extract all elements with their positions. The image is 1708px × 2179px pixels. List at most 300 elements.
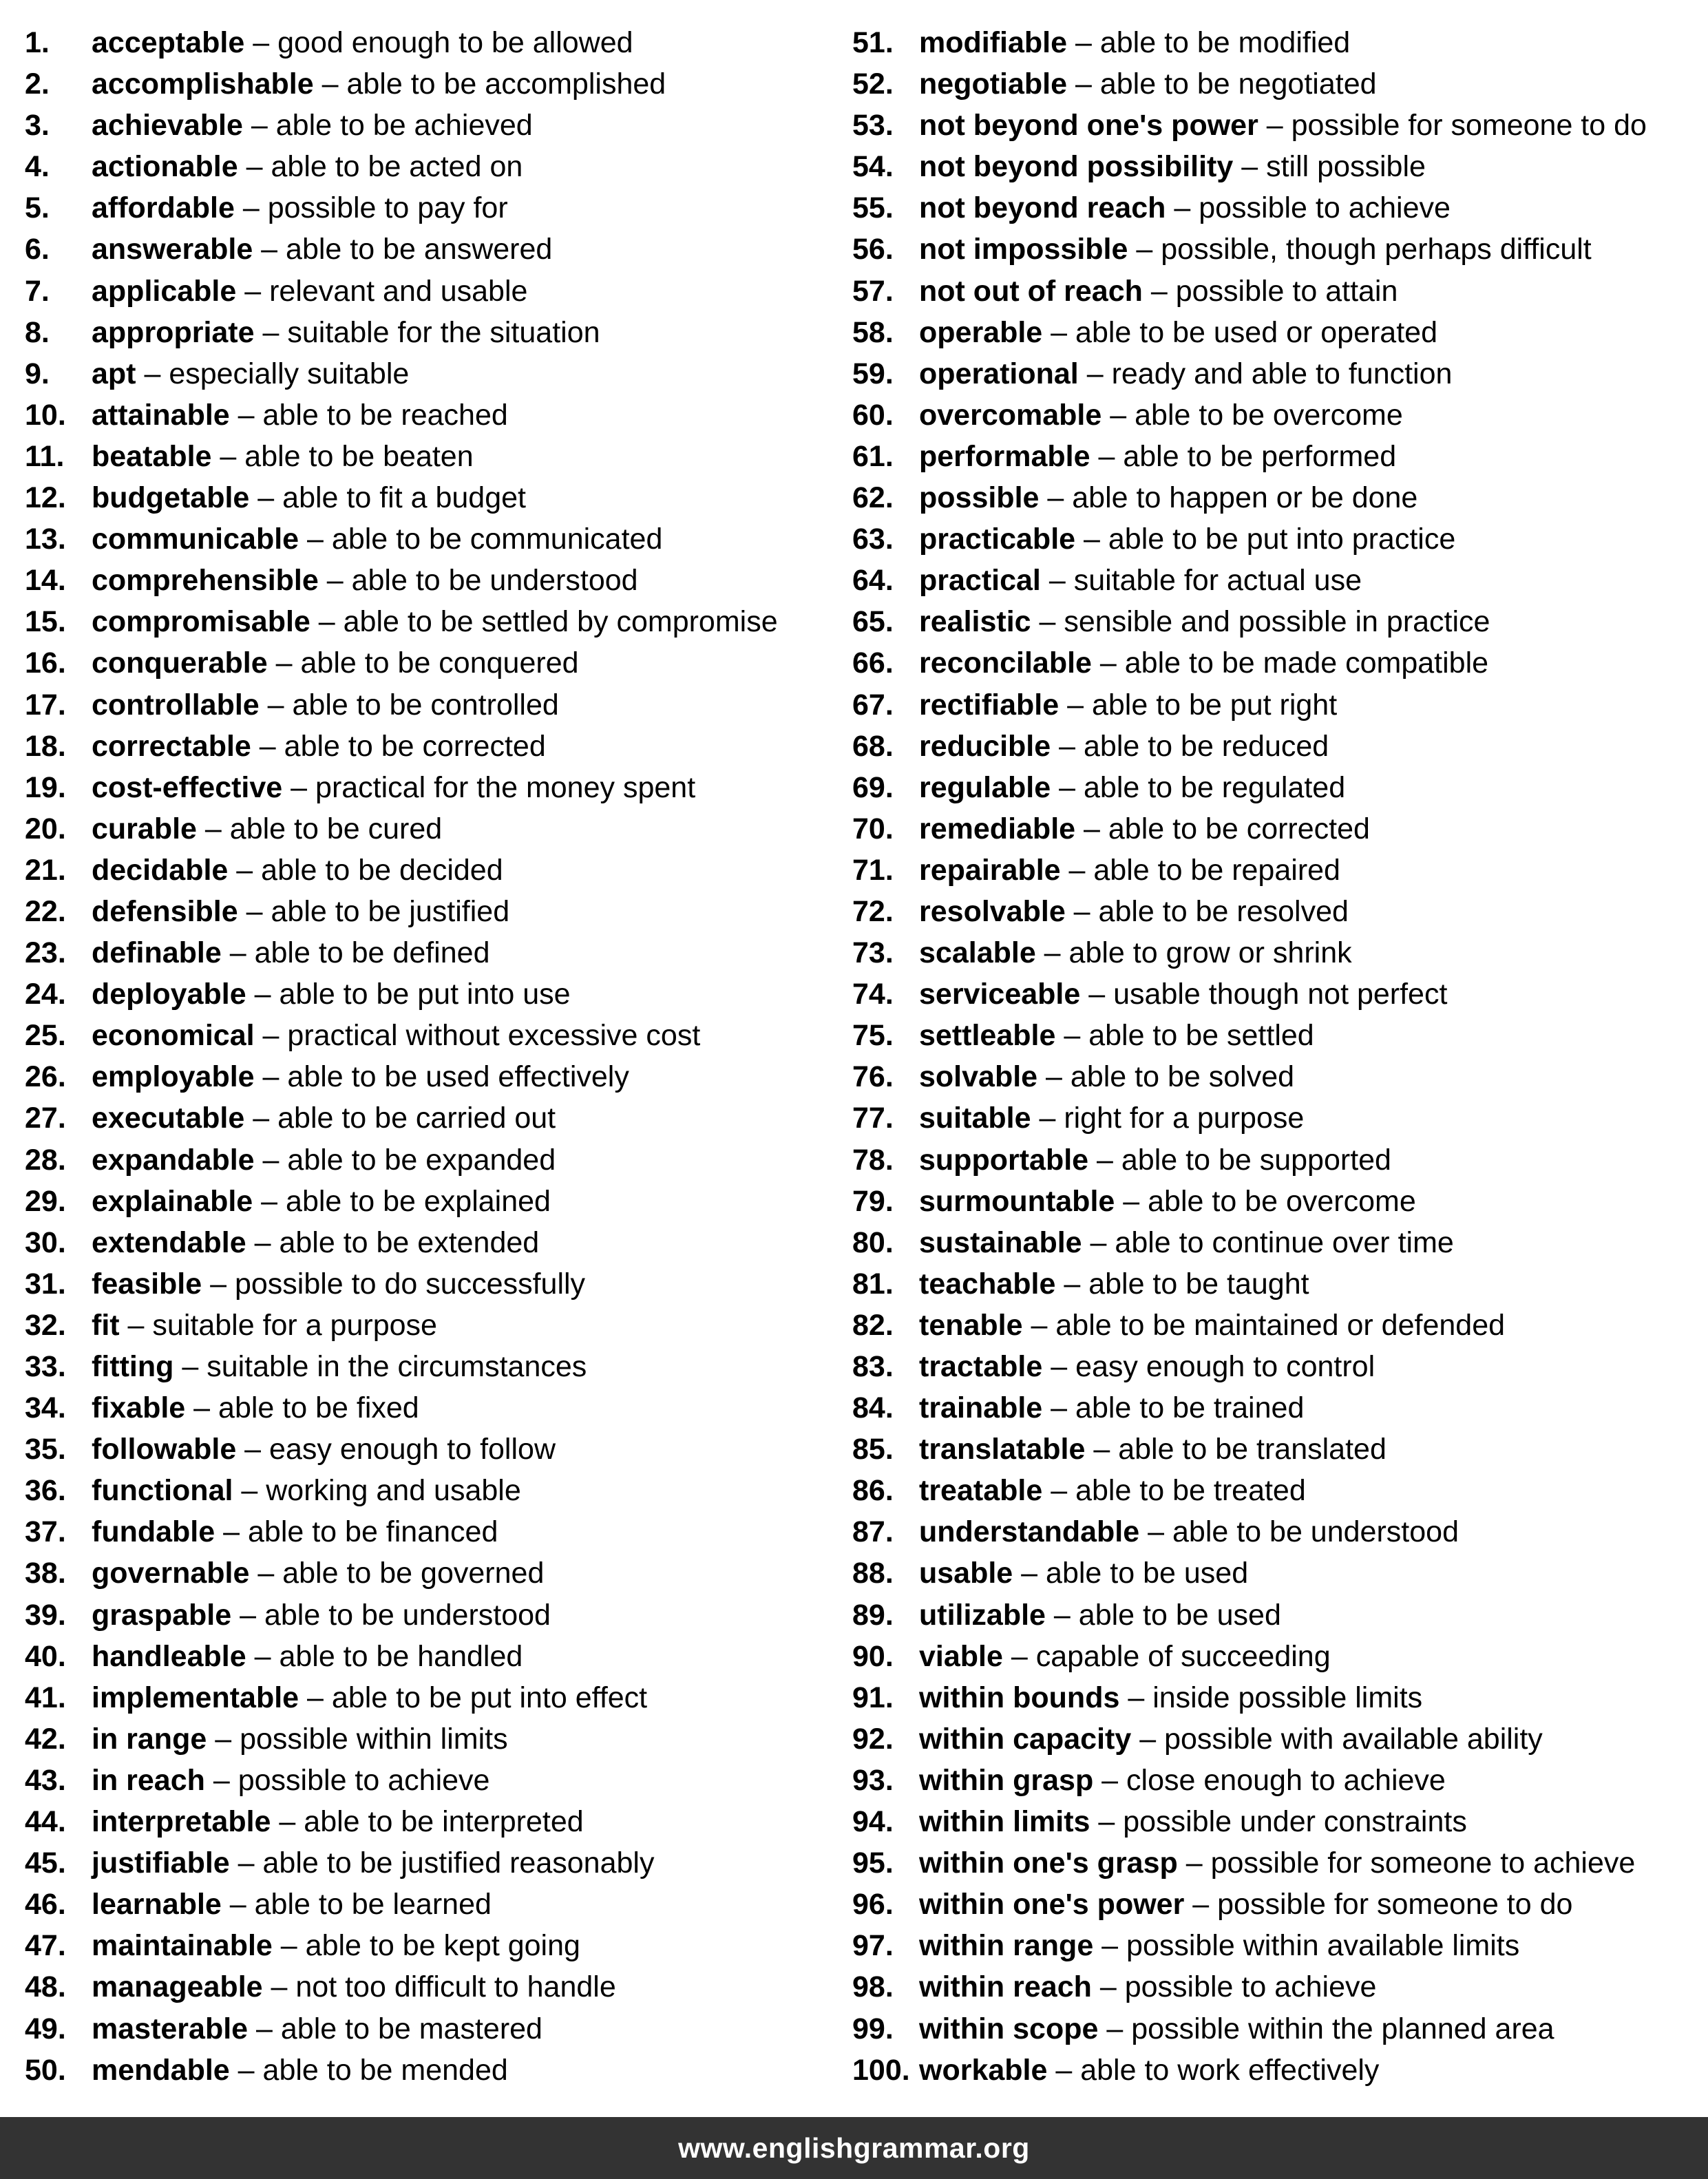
item-separator: – xyxy=(1090,1805,1124,1839)
item-definition: able to be justified reasonably xyxy=(262,1846,655,1880)
item-separator: – xyxy=(173,1350,207,1383)
list-item xyxy=(852,1346,1692,1387)
item-separator: – xyxy=(1139,1515,1172,1549)
item-term: trainable xyxy=(919,1391,1043,1425)
item-definition: able to be decided xyxy=(261,853,503,887)
item-definition: able to be acted on xyxy=(271,150,523,184)
list-item xyxy=(852,1263,1692,1305)
item-number: 98. xyxy=(852,1970,894,2004)
list-item xyxy=(25,1801,865,1842)
item-term: explainable xyxy=(92,1184,253,1218)
list-item xyxy=(852,1884,1692,1925)
item-definition: able to fit a budget xyxy=(282,481,526,515)
list-item xyxy=(25,1139,865,1181)
item-number: 80. xyxy=(852,1225,894,1259)
item-term: interpretable xyxy=(92,1805,271,1839)
item-term: budgetable xyxy=(92,481,250,515)
item-number: 93. xyxy=(852,1763,894,1797)
item-number: 83. xyxy=(852,1350,894,1383)
item-term: repairable xyxy=(919,853,1061,887)
item-term: workable xyxy=(919,2053,1048,2087)
list-item xyxy=(852,560,1692,601)
item-separator: – xyxy=(1166,191,1199,225)
item-separator: – xyxy=(242,109,276,143)
item-term: not beyond possibility xyxy=(919,150,1234,184)
item-definition: able to be extended xyxy=(279,1225,540,1259)
item-term: fundable xyxy=(92,1515,215,1549)
item-definition: able to be learned xyxy=(254,1888,492,1922)
item-term: modifiable xyxy=(919,26,1068,59)
list-item xyxy=(25,1470,865,1511)
list-item xyxy=(25,1181,865,1222)
item-definition: possible within limits xyxy=(240,1722,508,1756)
item-definition: able to be justified xyxy=(271,894,510,928)
item-separator: – xyxy=(236,1433,270,1466)
item-term: regulable xyxy=(919,770,1051,804)
item-definition: good enough to be allowed xyxy=(277,26,633,59)
item-definition: able to be understood xyxy=(1172,1515,1459,1549)
item-number: 16. xyxy=(25,646,66,680)
item-number: 45. xyxy=(25,1846,66,1880)
item-definition: able to be controlled xyxy=(292,688,559,722)
item-number: 12. xyxy=(25,481,66,515)
item-definition: still possible xyxy=(1266,150,1426,184)
item-term: curable xyxy=(92,812,197,845)
item-term: fitting xyxy=(92,1350,174,1383)
item-separator: – xyxy=(1037,1060,1071,1094)
item-separator: – xyxy=(1101,398,1135,432)
item-term: reducible xyxy=(919,729,1051,763)
item-term: learnable xyxy=(92,1888,222,1922)
item-term: maintainable xyxy=(92,1929,273,1963)
item-term: tenable xyxy=(919,1308,1023,1342)
item-separator: – xyxy=(272,1929,306,1963)
list-item xyxy=(25,1429,865,1470)
item-term: teachable xyxy=(919,1267,1056,1301)
item-number: 92. xyxy=(852,1722,894,1756)
list-item xyxy=(852,726,1692,767)
item-separator: – xyxy=(249,1557,283,1590)
item-separator: – xyxy=(1090,439,1124,473)
item-number: 65. xyxy=(852,605,894,639)
item-number: 82. xyxy=(852,1308,894,1342)
item-number: 72. xyxy=(852,894,894,928)
item-number: 24. xyxy=(25,978,66,1011)
item-term: communicable xyxy=(92,523,299,556)
item-term: masterable xyxy=(92,2012,249,2045)
item-number: 22. xyxy=(25,894,66,928)
list-item xyxy=(852,1760,1692,1801)
item-definition: able to be handled xyxy=(279,1639,523,1673)
item-definition: able to be beaten xyxy=(244,439,474,473)
item-definition: able to be understood xyxy=(351,564,638,598)
word-list-right-column xyxy=(852,22,1692,2091)
item-term: understandable xyxy=(919,1515,1140,1549)
list-item xyxy=(852,1925,1692,1966)
list-item xyxy=(25,973,865,1015)
list-item xyxy=(852,1305,1692,1346)
item-separator: – xyxy=(248,2012,281,2045)
list-item xyxy=(25,1552,865,1594)
item-term: functional xyxy=(92,1474,233,1508)
item-term: translatable xyxy=(919,1433,1086,1466)
item-separator: – xyxy=(1013,1557,1046,1590)
item-definition: possible within available limits xyxy=(1126,1929,1520,1963)
item-number: 2. xyxy=(25,67,50,101)
item-term: handleable xyxy=(92,1639,246,1673)
item-number: 56. xyxy=(852,233,894,266)
item-definition: able to be put into effect xyxy=(331,1681,648,1714)
item-definition: able to continue over time xyxy=(1115,1225,1454,1259)
list-item xyxy=(25,850,865,891)
item-number: 8. xyxy=(25,315,50,349)
item-number: 78. xyxy=(852,1143,894,1177)
item-separator: – xyxy=(1075,812,1108,845)
item-definition: able to be translated xyxy=(1118,1433,1387,1466)
item-separator: – xyxy=(1128,233,1161,266)
list-item xyxy=(25,684,865,726)
item-separator: – xyxy=(228,853,262,887)
item-term: tractable xyxy=(919,1350,1043,1383)
item-number: 53. xyxy=(852,109,894,143)
list-item xyxy=(852,146,1692,187)
item-separator: – xyxy=(313,67,347,101)
item-definition: able to be used or operated xyxy=(1075,315,1437,349)
list-item xyxy=(25,601,865,642)
item-separator: – xyxy=(238,150,271,184)
item-definition: able to be financed xyxy=(247,1515,498,1549)
item-definition: able to be conquered xyxy=(300,646,579,680)
item-separator: – xyxy=(233,1474,266,1508)
item-separator: – xyxy=(1035,936,1069,970)
list-item xyxy=(852,2008,1692,2050)
list-item xyxy=(852,642,1692,684)
item-separator: – xyxy=(238,894,271,928)
list-item xyxy=(25,1760,865,1801)
item-number: 63. xyxy=(852,523,894,556)
item-definition: practical without excessive cost xyxy=(287,1019,701,1053)
item-separator: – xyxy=(1085,1433,1119,1466)
list-item xyxy=(852,601,1692,642)
item-number: 47. xyxy=(25,1929,66,1963)
list-item xyxy=(852,1842,1692,1884)
item-term: performable xyxy=(919,439,1090,473)
item-definition: able to be put into use xyxy=(279,978,571,1011)
list-item xyxy=(25,477,865,518)
list-item xyxy=(25,1594,865,1636)
item-separator: – xyxy=(244,26,278,59)
item-number: 99. xyxy=(852,2012,894,2045)
item-definition: able to be governed xyxy=(282,1557,545,1590)
item-separator: – xyxy=(253,233,286,266)
item-separator: – xyxy=(1055,1019,1089,1053)
list-item xyxy=(25,22,865,63)
item-number: 9. xyxy=(25,357,50,390)
item-definition: capable of succeeding xyxy=(1035,1639,1331,1673)
item-separator: – xyxy=(254,1019,288,1053)
item-number: 54. xyxy=(852,150,894,184)
item-definition: able to be settled xyxy=(1088,1019,1314,1053)
list-item xyxy=(25,436,865,477)
item-separator: – xyxy=(251,729,284,763)
list-item xyxy=(852,353,1692,394)
list-item xyxy=(25,1842,865,1884)
item-number: 19. xyxy=(25,770,66,804)
list-item xyxy=(852,312,1692,353)
item-separator: – xyxy=(1177,1846,1211,1880)
item-term: suitable xyxy=(919,1102,1031,1135)
item-number: 73. xyxy=(852,936,894,970)
item-term: governable xyxy=(92,1557,250,1590)
item-definition: able to be solved xyxy=(1070,1060,1295,1094)
item-definition: able to be mended xyxy=(262,2053,508,2087)
item-separator: – xyxy=(254,1060,288,1094)
item-separator: – xyxy=(244,1102,278,1135)
item-number: 91. xyxy=(852,1681,894,1714)
item-definition: possible to pay for xyxy=(267,191,508,225)
item-separator: – xyxy=(1031,1102,1064,1135)
item-term: operable xyxy=(919,315,1043,349)
list-item xyxy=(852,518,1692,560)
item-definition: possible, though perhaps difficult xyxy=(1161,233,1592,266)
list-item xyxy=(25,1097,865,1139)
list-item xyxy=(852,477,1692,518)
list-item xyxy=(852,271,1692,312)
item-separator: – xyxy=(310,605,344,639)
list-item xyxy=(25,1056,865,1097)
item-separator: – xyxy=(246,978,280,1011)
item-number: 40. xyxy=(25,1639,66,1673)
item-term: apt xyxy=(92,357,136,390)
item-separator: – xyxy=(231,1598,264,1632)
item-separator: – xyxy=(1119,1681,1153,1714)
item-term: defensible xyxy=(92,894,238,928)
item-separator: – xyxy=(229,2053,263,2087)
item-separator: – xyxy=(1039,481,1073,515)
item-term: actionable xyxy=(92,150,238,184)
item-number: 87. xyxy=(852,1515,894,1549)
item-term: acceptable xyxy=(92,26,245,59)
list-item xyxy=(25,105,865,146)
list-item xyxy=(25,1263,865,1305)
item-definition: able to be used xyxy=(1078,1598,1281,1632)
item-definition: able to be answered xyxy=(286,233,553,266)
item-number: 30. xyxy=(25,1225,66,1259)
item-term: negotiable xyxy=(919,67,1068,101)
item-separator: – xyxy=(1067,67,1100,101)
item-separator: – xyxy=(1088,1143,1121,1177)
item-number: 13. xyxy=(25,523,66,556)
item-definition: able to be used effectively xyxy=(287,1060,629,1094)
item-number: 29. xyxy=(25,1184,66,1218)
item-definition: able to be communicated xyxy=(331,523,663,556)
item-definition: possible to do successfully xyxy=(234,1267,586,1301)
item-definition: able to work effectively xyxy=(1080,2053,1380,2087)
item-definition: able to be corrected xyxy=(284,729,546,763)
item-number: 20. xyxy=(25,812,66,845)
item-separator: – xyxy=(204,1763,238,1797)
item-definition: possible within the planned area xyxy=(1131,2012,1554,2045)
item-number: 77. xyxy=(852,1102,894,1135)
item-definition: able to be mastered xyxy=(280,2012,542,2045)
item-number: 18. xyxy=(25,729,66,763)
list-item xyxy=(852,2050,1692,2091)
item-number: 52. xyxy=(852,67,894,101)
item-definition: able to be performed xyxy=(1123,439,1397,473)
item-term: serviceable xyxy=(919,978,1081,1011)
item-separator: – xyxy=(1042,1350,1076,1383)
item-definition: able to be supported xyxy=(1121,1143,1391,1177)
item-separator: – xyxy=(1142,274,1176,308)
item-term: within scope xyxy=(919,2012,1099,2045)
item-separator: – xyxy=(249,481,283,515)
list-item xyxy=(25,1387,865,1429)
item-number: 28. xyxy=(25,1143,66,1177)
item-separator: – xyxy=(246,1225,280,1259)
item-term: justifiable xyxy=(92,1846,230,1880)
list-item xyxy=(852,1636,1692,1677)
item-definition: able to be kept going xyxy=(305,1929,580,1963)
list-item xyxy=(25,808,865,850)
item-definition: easy enough to follow xyxy=(269,1433,556,1466)
item-definition: able to be used xyxy=(1046,1557,1249,1590)
item-term: fit xyxy=(92,1308,120,1342)
list-item xyxy=(25,353,865,394)
item-definition: able to be made compatible xyxy=(1124,646,1489,680)
item-separator: – xyxy=(1059,688,1092,722)
item-separator: – xyxy=(1051,770,1084,804)
item-separator: – xyxy=(236,274,270,308)
item-separator: – xyxy=(1075,523,1108,556)
item-number: 4. xyxy=(25,150,50,184)
item-term: expandable xyxy=(92,1143,255,1177)
item-definition: able to be regulated xyxy=(1083,770,1346,804)
item-definition: able to be treated xyxy=(1075,1474,1306,1508)
item-separator: – xyxy=(221,1888,255,1922)
item-term: treatable xyxy=(919,1474,1043,1508)
item-definition: suitable for actual use xyxy=(1073,564,1362,598)
item-definition: possible under constraints xyxy=(1123,1805,1467,1839)
item-term: manageable xyxy=(92,1970,263,2004)
item-definition: possible for someone to do xyxy=(1291,109,1647,143)
item-number: 96. xyxy=(852,1888,894,1922)
item-term: appropriate xyxy=(92,315,255,349)
list-item xyxy=(852,1139,1692,1181)
item-separator: – xyxy=(1042,1474,1076,1508)
item-term: practicable xyxy=(919,523,1076,556)
item-term: overcomable xyxy=(919,398,1102,432)
item-separator: – xyxy=(211,439,245,473)
item-term: within reach xyxy=(919,1970,1092,2004)
item-separator: – xyxy=(234,191,268,225)
item-number: 97. xyxy=(852,1929,894,1963)
item-term: within one's power xyxy=(919,1888,1185,1922)
item-definition: possible to achieve xyxy=(238,1763,490,1797)
item-definition: relevant and usable xyxy=(269,274,528,308)
item-term: correctable xyxy=(92,729,251,763)
item-term: achievable xyxy=(92,109,243,143)
item-term: economical xyxy=(92,1019,255,1053)
item-number: 64. xyxy=(852,564,894,598)
list-item xyxy=(25,229,865,270)
item-number: 88. xyxy=(852,1557,894,1590)
list-item xyxy=(25,1015,865,1056)
list-item xyxy=(852,1222,1692,1263)
item-number: 6. xyxy=(25,233,50,266)
item-definition: able to be put into practice xyxy=(1108,523,1456,556)
item-number: 69. xyxy=(852,770,894,804)
item-definition: able to be cured xyxy=(229,812,443,845)
list-item xyxy=(852,63,1692,105)
item-separator: – xyxy=(229,1846,263,1880)
item-term: practical xyxy=(919,564,1041,598)
item-definition: able to be defined xyxy=(254,936,490,970)
item-term: decidable xyxy=(92,853,229,887)
item-separator: – xyxy=(262,1970,296,2004)
list-item xyxy=(852,394,1692,436)
item-separator: – xyxy=(1091,646,1125,680)
item-number: 39. xyxy=(25,1598,66,1632)
item-number: 100. xyxy=(852,2053,910,2087)
item-definition: able to be achieved xyxy=(275,109,533,143)
item-number: 71. xyxy=(852,853,894,887)
item-number: 21. xyxy=(25,853,66,887)
item-definition: able to be taught xyxy=(1088,1267,1309,1301)
item-term: not impossible xyxy=(919,233,1128,266)
list-item xyxy=(25,1966,865,2008)
item-term: deployable xyxy=(92,978,246,1011)
item-term: implementable xyxy=(92,1681,299,1714)
list-item xyxy=(852,1015,1692,1056)
word-list-left-column xyxy=(25,22,865,2091)
item-separator: – xyxy=(271,1805,304,1839)
item-term: compromisable xyxy=(92,605,310,639)
item-definition: able to be modified xyxy=(1099,26,1351,59)
list-item xyxy=(25,146,865,187)
list-item xyxy=(852,1552,1692,1594)
item-term: supportable xyxy=(919,1143,1089,1177)
item-number: 38. xyxy=(25,1557,66,1590)
item-term: graspable xyxy=(92,1598,232,1632)
item-term: within limits xyxy=(919,1805,1090,1839)
item-number: 10. xyxy=(25,398,66,432)
item-number: 3. xyxy=(25,109,50,143)
item-term: within range xyxy=(919,1929,1094,1963)
item-number: 25. xyxy=(25,1019,66,1053)
item-definition: able to be understood xyxy=(264,1598,551,1632)
item-term: cost-effective xyxy=(92,770,283,804)
list-item xyxy=(852,1097,1692,1139)
item-separator: – xyxy=(254,315,288,349)
item-number: 84. xyxy=(852,1391,894,1425)
item-definition: able to be settled by compromise xyxy=(343,605,778,639)
item-number: 48. xyxy=(25,1970,66,2004)
list-item xyxy=(25,1884,865,1925)
list-item xyxy=(25,63,865,105)
item-definition: able to be accomplished xyxy=(346,67,666,101)
item-separator: – xyxy=(1045,1598,1079,1632)
item-definition: able to be repaired xyxy=(1093,853,1340,887)
item-number: 86. xyxy=(852,1474,894,1508)
item-number: 62. xyxy=(852,481,894,515)
item-separator: – xyxy=(253,1184,286,1218)
item-separator: – xyxy=(1067,26,1100,59)
list-item xyxy=(852,973,1692,1015)
item-number: 60. xyxy=(852,398,894,432)
item-separator: – xyxy=(1055,1267,1089,1301)
item-definition: possible to achieve xyxy=(1124,1970,1377,2004)
item-number: 46. xyxy=(25,1888,66,1922)
